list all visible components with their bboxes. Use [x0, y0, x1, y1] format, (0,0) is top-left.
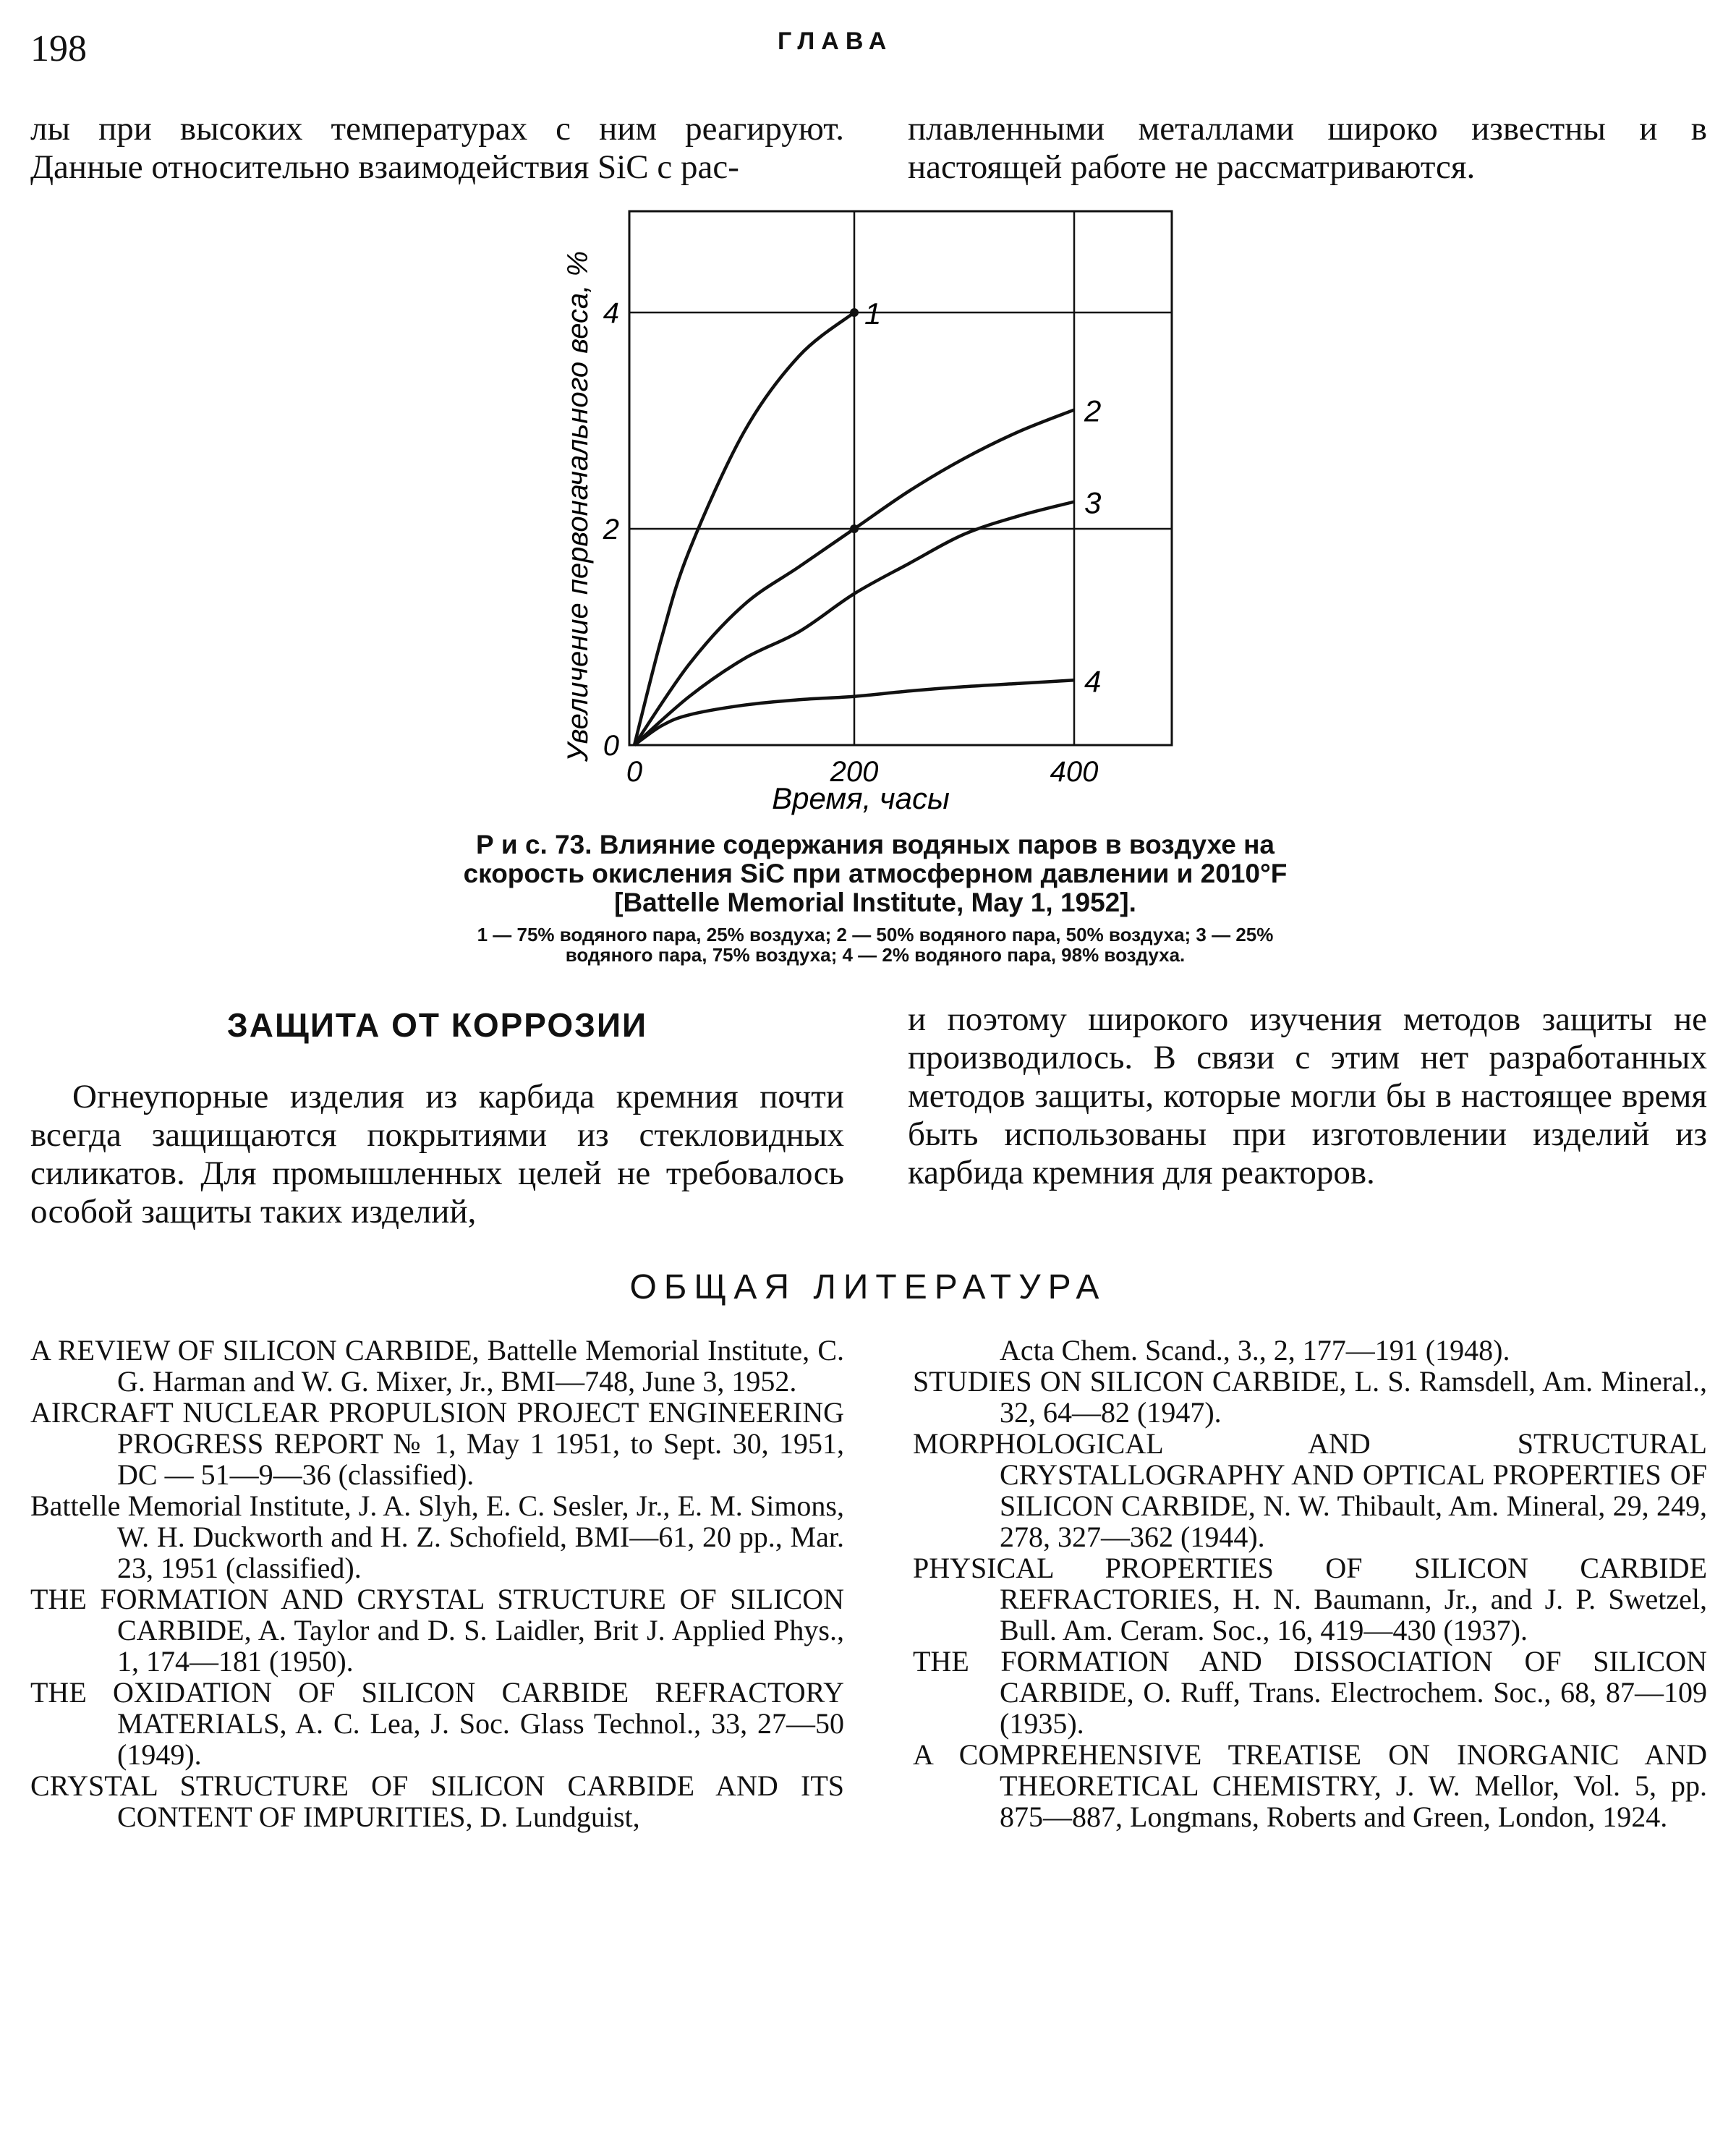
series-label-4: 4 — [1084, 664, 1102, 699]
oxidation-chart — [535, 203, 1201, 825]
y-tick-label: 4 — [603, 297, 619, 329]
series-label-2: 2 — [1084, 394, 1102, 428]
reference-item: MORPHOLOGICAL AND STRUCTURAL CRYSTALLOGRAPHY AND OPTICAL PROPERTIES OF SILICON CARBIDE, N. W. Thibault, Am. Mineral, 29, 249, 278, 327—362 (1944). — [913, 1427, 1707, 1553]
protection-right-text: и поэтому широкого изучения методов защиты не производилось. В связи с этим нет разработанных методов защиты, которые могли бы в настоящее время быть использованы при изготовлении изделий из карбида кремния для реакторов. — [908, 1000, 1707, 1191]
data-point — [850, 524, 859, 533]
chart-ticks — [603, 297, 1102, 788]
figure-caption: Р и с. 73. Влияние содержания водяных паров в воздухе на скорость окисления SiC при атмосферном давлении и 2010°F [Battelle Memorial Institute, May 1, 1952]. — [463, 830, 1288, 917]
running-title: ГЛАВА — [778, 27, 893, 55]
x-tick-label: 0 — [626, 756, 643, 788]
reference-item: THE FORMATION AND DISSOCIATION OF SILICON CARBIDE, O. Ruff, Trans. Electrochem. Soc., 68, 87—109 (1935). — [913, 1645, 1707, 1740]
top-right-paragraph — [908, 110, 1707, 187]
reference-continuation: Acta Chem. Scand., 3., 2, 177—191 (1948). — [1000, 1334, 1510, 1366]
section-heading-literature: ОБЩАЯ ЛИТЕРАТУРА — [629, 1268, 1107, 1306]
series-label-1: 1 — [864, 297, 882, 331]
data-point — [850, 308, 859, 317]
references-left-column — [30, 1335, 844, 1832]
chart-series — [634, 297, 1101, 745]
x-tick-label: 400 — [1050, 756, 1099, 788]
y-tick-label: 0 — [603, 730, 619, 762]
reference-item: CRYSTAL STRUCTURE OF SILICON CARBIDE AND ITS CONTENT OF IMPURITIES, D. Lundguist, — [30, 1769, 844, 1833]
reference-item: THE OXIDATION OF SILICON CARBIDE REFRACTORY MATERIALS, A. C. Lea, J. Soc. Glass Technol., 33, 27—50 (1949). — [30, 1676, 844, 1771]
protection-right-column — [908, 1000, 1707, 1192]
series-label-3: 3 — [1084, 485, 1102, 520]
reference-item: THE FORMATION AND CRYSTAL STRUCTURE OF SILICON CARBIDE, A. Taylor and D. S. Laidler, Brit J. Applied Phys., 1, 174—181 (1950). — [30, 1583, 844, 1678]
figure-legend: 1 — 75% водяного пара, 25% воздуха; 2 — 50% водяного пара, 50% воздуха; 3 — 25% водяного пара, 75% воздуха; 4 — 2% водяного пара, 98% воздуха. — [477, 924, 1274, 966]
reference-item: STUDIES ON SILICON CARBIDE, L. S. Ramsdell, Am. Mineral., 32, 64—82 (1947). — [913, 1365, 1707, 1429]
top-left-text: лы при высоких температурах с ним реагируют. Данные относительно взаимодействия SiC с рас- — [30, 110, 844, 186]
protection-left-text: Огнеупорные изделия из карбида кремния почти всегда защищаются покрытиями из стекловидных силикатов. Для промышленных целей не требовалось особой защиты таких изделий, — [30, 1078, 844, 1230]
section-heading-protection: ЗАЩИТА ОТ КОРРОЗИИ — [226, 1006, 648, 1044]
reference-item: PHYSICAL PROPERTIES OF SILICON CARBIDE REFRACTORIES, H. N. Baumann, Jr., and J. P. Swetzel, Bull. Am. Ceram. Soc., 16, 419—430 (1937). — [913, 1552, 1707, 1646]
reference-item: AIRCRAFT NUCLEAR PROPULSION PROJECT ENGINEERING PROGRESS REPORT № 1, May 1 1951, to Sept. 30, 1951, DC — 51—9—36 (classified). — [30, 1396, 844, 1491]
chart-xlabel: Время, часы — [772, 781, 950, 815]
references-right-column — [913, 1335, 1707, 1832]
y-tick-label: 2 — [603, 514, 619, 545]
reference-item: A REVIEW OF SILICON CARBIDE, Battelle Memorial Institute, C. G. Harman and W. G. Mixer, Jr., BMI—748, June 3, 1952. — [30, 1334, 844, 1398]
top-right-text: плавленными металлами широко известны и в настоящей работе не рассматриваются. — [908, 110, 1707, 186]
page-number: 198 — [30, 28, 87, 69]
chart-ylabel: Увеличение первоначального веса, % — [562, 250, 594, 762]
top-left-paragraph — [30, 110, 844, 187]
protection-left-column — [30, 1078, 844, 1231]
reference-item: A COMPREHENSIVE TREATISE ON INORGANIC AND THEORETICAL CHEMISTRY, J. W. Mellor, Vol. 5, pp. 875—887, Longmans, Roberts and Green, London, 1924. — [913, 1738, 1707, 1833]
x-tick-label: 200 — [830, 756, 879, 788]
reference-item: Battelle Memorial Institute, J. A. Slyh, E. C. Sesler, Jr., E. M. Simons, W. H. Duckworth and H. Z. Schofield, BMI—61, 20 pp., Mar. 23, 1951 (classified). — [30, 1489, 844, 1584]
